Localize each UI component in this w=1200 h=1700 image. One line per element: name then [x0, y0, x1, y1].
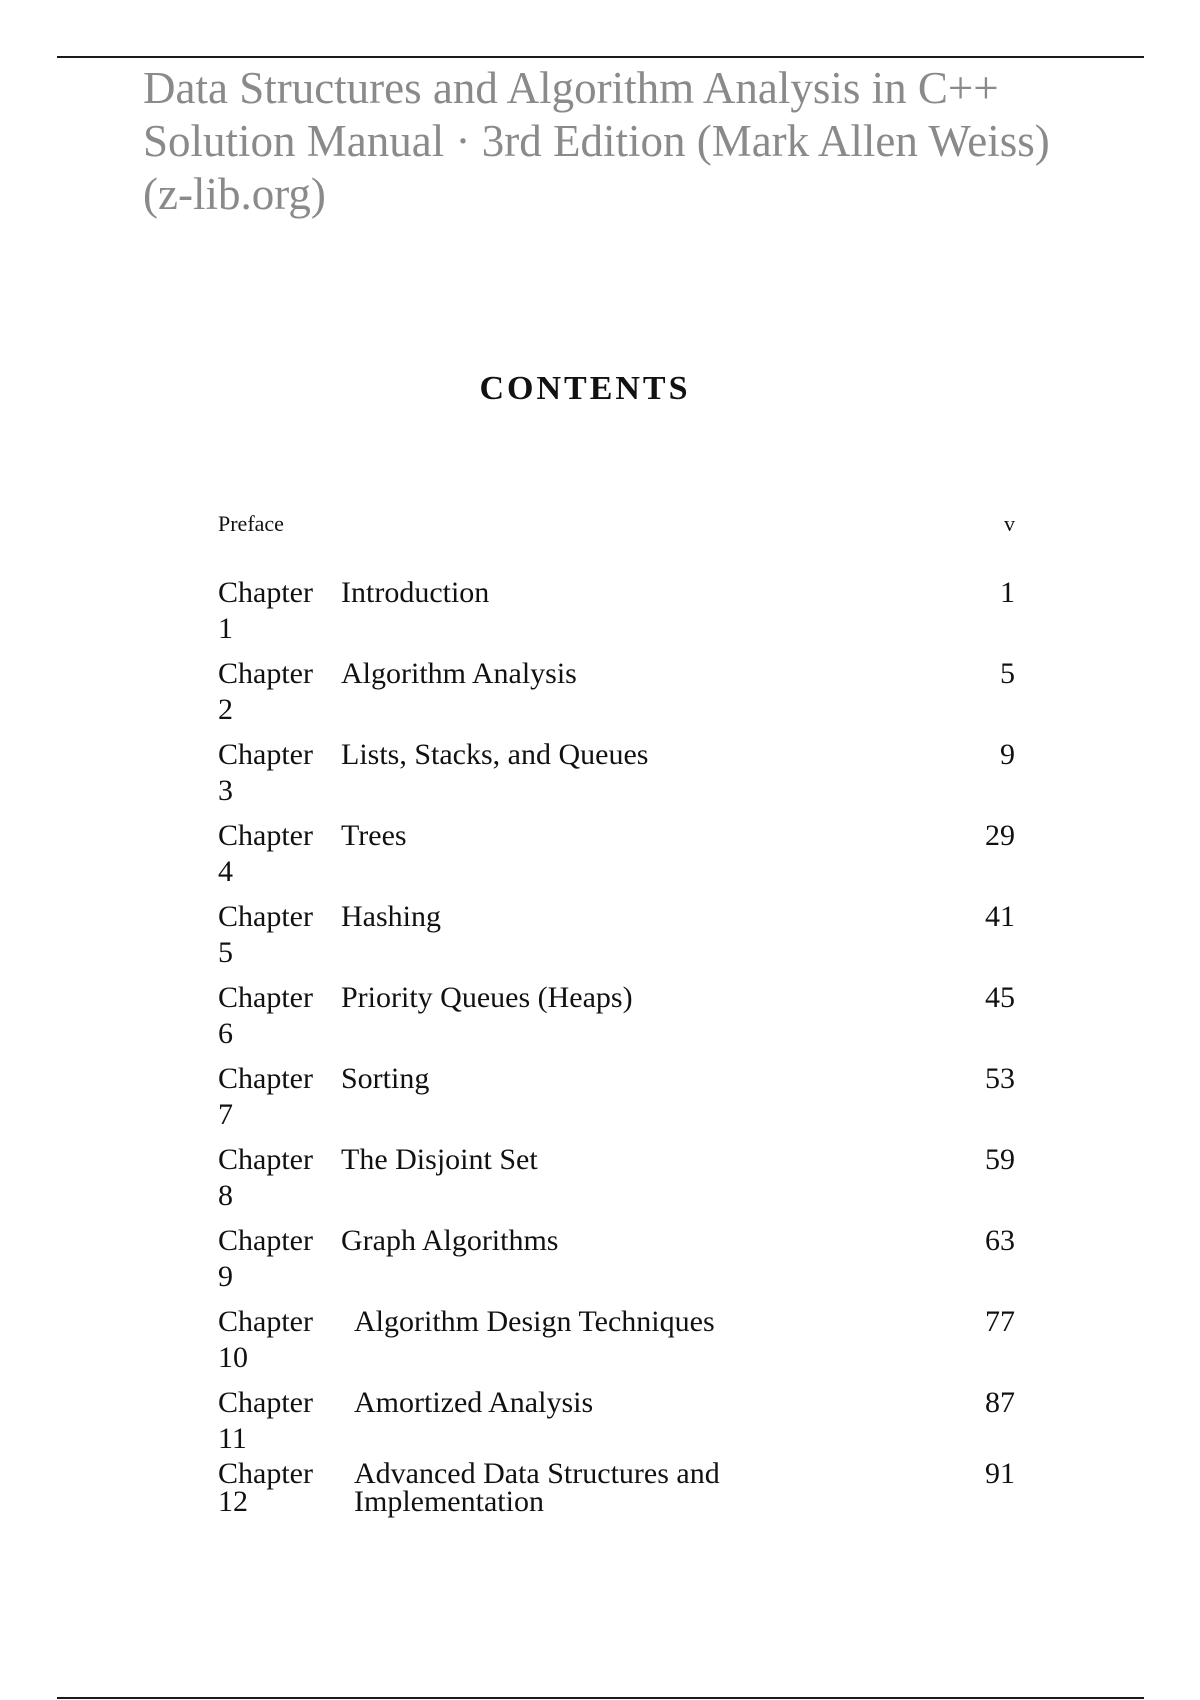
chapter-page: 87 [985, 1386, 1015, 1419]
chapter-title-line-2: Implementation [354, 1485, 544, 1518]
document-title: Data Structures and Algorithm Analysis in C++ Solution Manual · 3rd Edition (Mark Allen Weiss) (z-lib.org) [143, 63, 1050, 219]
chapter-title: Algorithm Analysis [341, 657, 577, 690]
chapter-number: 7 [218, 1098, 233, 1131]
chapter-title: Algorithm Design Techniques [354, 1305, 715, 1338]
chapter-number: 5 [218, 936, 233, 969]
chapter-page: 77 [985, 1305, 1015, 1338]
chapter-title: Introduction [341, 576, 490, 609]
chapter-number: 8 [218, 1179, 233, 1212]
chapter-title: Priority Queues (Heaps) [341, 981, 633, 1014]
chapter-page: 5 [1000, 657, 1015, 690]
chapter-page: 9 [1000, 738, 1015, 771]
chapter-number: 4 [218, 855, 233, 888]
bottom-rule [57, 1697, 1144, 1699]
chapter-word: Chapter [218, 657, 313, 690]
chapter-word: Chapter [218, 819, 313, 852]
chapter-number: 12 [218, 1485, 248, 1518]
chapter-word: Chapter [218, 738, 313, 771]
chapter-page: 45 [985, 981, 1015, 1014]
chapter-page: 41 [985, 900, 1015, 933]
toc-preface-page: v [1004, 511, 1015, 536]
chapter-number: 1 [218, 612, 233, 645]
chapter-number: 2 [218, 693, 233, 726]
chapter-page: 59 [985, 1143, 1015, 1176]
chapter-word: Chapter [218, 1224, 313, 1257]
chapter-page: 1 [1000, 576, 1015, 609]
chapter-word: Chapter [218, 900, 313, 933]
chapter-number: 11 [218, 1422, 247, 1455]
chapter-word: Chapter [218, 1143, 313, 1176]
chapter-word: Chapter [218, 1457, 313, 1490]
chapter-page: 53 [985, 1062, 1015, 1095]
chapter-word: Chapter [218, 1062, 313, 1095]
chapter-number: 10 [218, 1341, 248, 1374]
chapter-number: 3 [218, 774, 233, 807]
toc-preface-row[interactable] [218, 509, 1015, 539]
chapter-page: 63 [985, 1224, 1015, 1257]
chapter-title-line-1: Advanced Data Structures and [354, 1457, 720, 1490]
chapter-word: Chapter [218, 981, 313, 1014]
top-rule [57, 56, 1144, 58]
chapter-title: Amortized Analysis [354, 1386, 594, 1419]
chapter-title: Lists, Stacks, and Queues [341, 738, 649, 771]
contents-heading: CONTENTS [479, 370, 691, 407]
chapter-title: Hashing [341, 900, 441, 933]
toc-preface-label: Preface [218, 511, 284, 536]
chapter-number: 6 [218, 1017, 233, 1050]
chapter-word: Chapter [218, 1386, 313, 1419]
chapter-page: 29 [985, 819, 1015, 852]
chapter-page: 91 [985, 1457, 1015, 1490]
chapter-title: Sorting [341, 1062, 430, 1095]
chapter-title: Graph Algorithms [341, 1224, 559, 1257]
chapter-word: Chapter [218, 576, 313, 609]
chapter-word: Chapter [218, 1305, 313, 1338]
chapter-number: 9 [218, 1260, 233, 1293]
chapter-title: Trees [341, 819, 407, 852]
chapter-title: The Disjoint Set [341, 1143, 538, 1176]
